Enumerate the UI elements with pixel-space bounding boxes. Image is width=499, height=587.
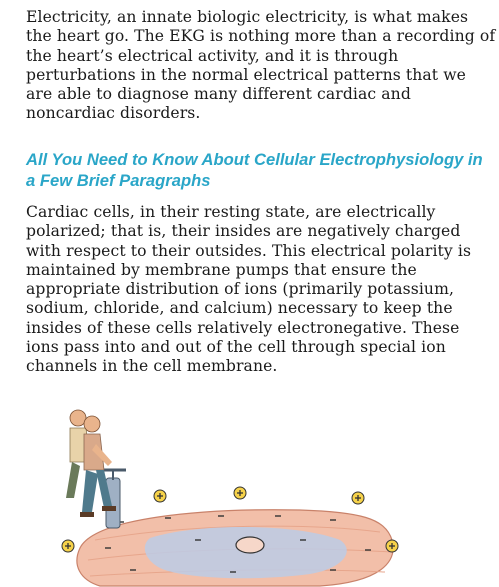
nucleus bbox=[236, 537, 264, 553]
cell-illustration bbox=[0, 400, 499, 587]
body-paragraph: Cardiac cells, in their resting state, are electrically polarized; that is, their insides are negatively charged with respect to their outsides. This electrical polarity is maintained by membrane pumps that ensure the appropriate distribution of ions (primarily potassium, sodium, chloride, and calcium) necessary to keep the insides of these cells relatively electronegative. These ions pass into and out of the cell through special ion channels in the cell membrane. bbox=[26, 203, 472, 376]
section-heading: All You Need to Know About Cellular Electrophysiology in a Few Brief Paragraphs bbox=[26, 150, 483, 190]
men-pumping-illustration bbox=[66, 410, 116, 517]
intro-paragraph: Electricity, an innate biologic electricity, is what makes the heart go. The EKG is nothing more than a recording of the heart’s electrical activity, and it is through perturbations in the normal electrical patterns that we are able to diagnose many different cardiac and noncardiac disorders. bbox=[26, 8, 496, 123]
cardiac-cell bbox=[77, 510, 393, 586]
